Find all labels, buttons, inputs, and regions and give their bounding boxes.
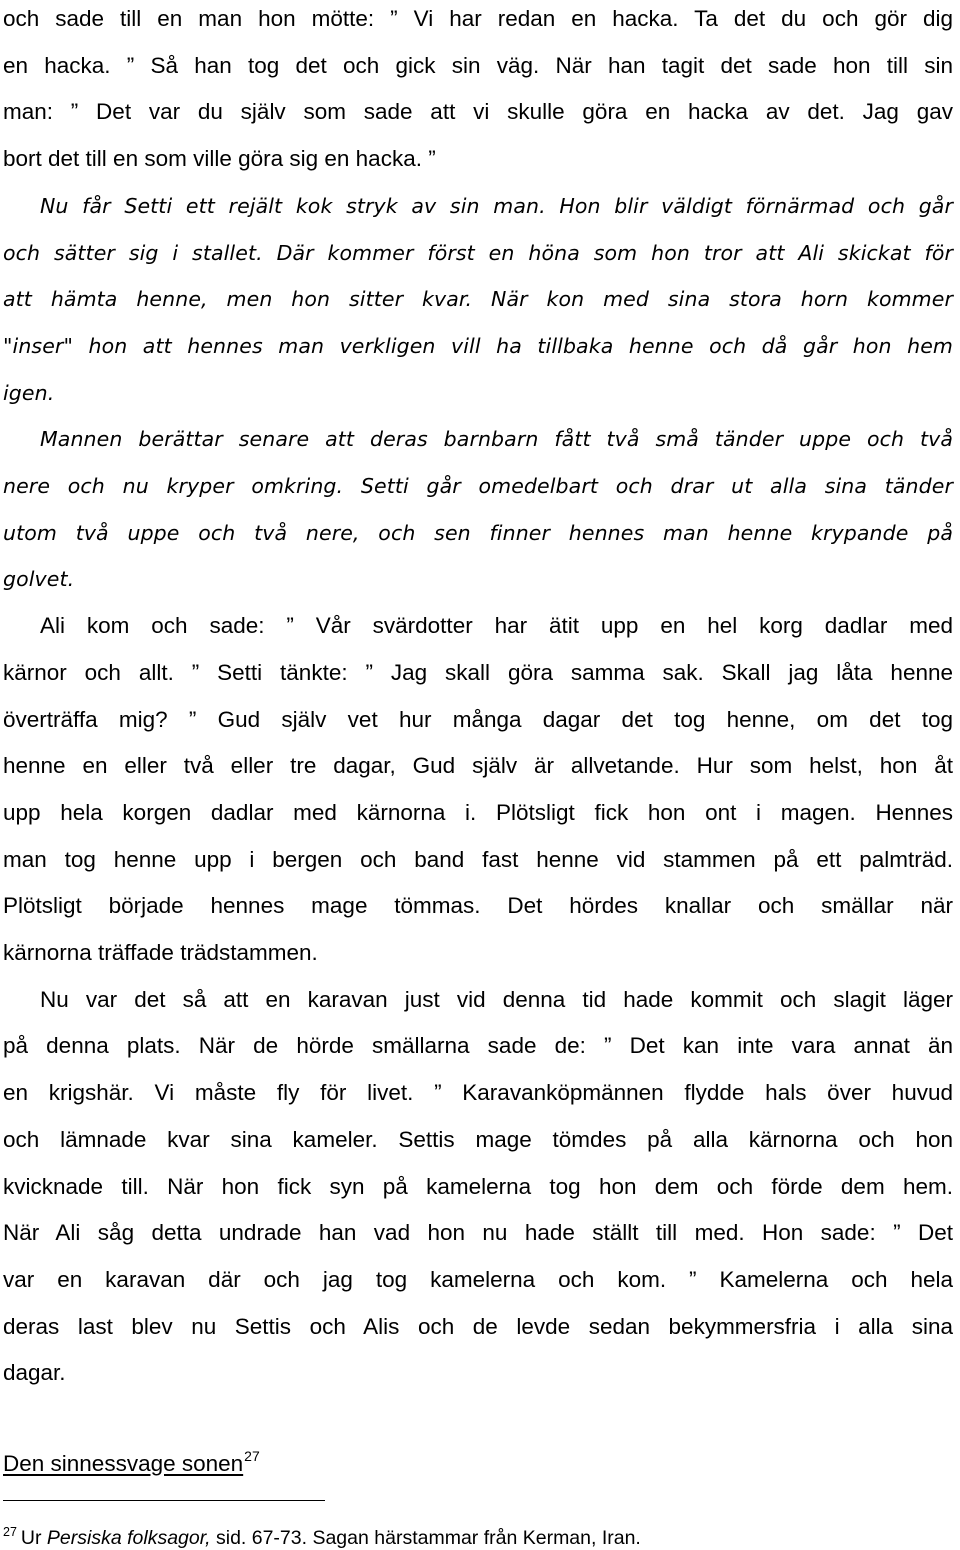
footnote-reference: 27 [244,1448,260,1464]
text-line: kärnor och allt. ” Setti tänkte: ” Jag skall göra samma sak. Skall jag låta henne [3,659,953,685]
text-line: och sade till en man hon mötte: ” Vi har redan en hacka. Ta det du och gör dig [3,6,953,31]
text-line: utom två uppe och två nere, och sen finner hennes man henne krypande på [3,520,953,545]
footnote [3,1525,641,1550]
text-line: man tog henne upp i bergen och band fast henne vid stammen på ett palmträd. [3,846,953,872]
footnote-prefix: Ur [20,1527,42,1549]
text-line: henne en eller två eller tre dagar, Gud själv är allvetande. Hur som helst, hon åt [3,753,953,779]
text-line: man: ” Det var du själv som sade att vi skulle göra en hacka av det. Jag gav [3,99,953,125]
section-title: Den sinnessvage sonen [3,1451,244,1476]
footnote-book-title: Persiska folksagor, [46,1527,211,1549]
text-line: kärnorna träffade trädstammen. [3,940,318,965]
text-line: att hämta henne, men hon sitter kvar. När kon med sina stora horn kommer [3,287,953,312]
text-line: och lämnade kvar sina kameler. Settis mage tömdes på alla kärnorna och hon [3,1126,953,1152]
text-line: Nu får Setti ett rejält kok stryk av sin man. Hon blir väldigt förnärmad och går [40,193,953,218]
text-line: på denna plats. När de hörde smällarna sade de: ” Det kan inte vara annat än [3,1033,953,1059]
text-line: en krigshär. Vi måste fly för livet. ” Karavanköpmännen flydde hals över huvud [3,1080,953,1106]
text-line: kvicknade till. När hon fick syn på kamelerna tog hon dem och förde dem hem. [3,1173,953,1199]
text-line: bort det till en som ville göra sig en hacka. ” [3,146,436,172]
text-line: var en karavan där och jag tog kamelerna och kom. ” Kamelerna och hela [3,1266,953,1292]
text-line: dagar. [3,1360,66,1386]
text-line: När Ali såg detta undrade han vad hon nu hade ställt till med. Hon sade: ” Det [3,1220,953,1246]
text-line: nere och nu kryper omkring. Setti går omedelbart och drar ut alla sina tänder [3,474,953,498]
text-line: en hacka. ” Så han tog det och gick sin väg. När han tagit det sade hon till sin [3,52,953,78]
footnote-separator [3,1500,325,1501]
text-line: deras last blev nu Settis och Alis och de levde sedan bekymmersfria i alla sina [3,1313,953,1339]
text-line: Ali kom och sade: ” Vår svärdotter har ätit upp en hel korg dadlar med [40,613,953,639]
text-line: Plötsligt började hennes mage tömmas. Det hördes knallar och smällar när [3,893,953,919]
text-line: golvet. [3,567,75,592]
text-line: Mannen berättar senare att deras barnbarn fått två små tänder uppe och två [40,427,953,452]
section-heading [3,1448,260,1477]
text-line: och sätter sig i stallet. Där kommer först en höna som hon tror att Ali skickat för [3,240,953,265]
text-line: överträffa mig? ” Gud själv vet hur många dagar det tog henne, om det tog [3,706,953,732]
text-line: igen. [3,380,55,405]
text-line: "inser" hon att hennes man verkligen vill ha tillbaka henne och då går hon hem [3,333,953,358]
text-line: upp hela korgen dadlar med kärnorna i. Plötsligt fick hon ont i magen. Hennes [3,799,953,825]
footnote-number: 27 [3,1525,17,1539]
text-line: Nu var det så att en karavan just vid denna tid hade kommit och slagit läger [40,986,953,1012]
footnote-details: sid. 67-73. Sagan härstammar från Kerman, Iran. [215,1527,641,1549]
